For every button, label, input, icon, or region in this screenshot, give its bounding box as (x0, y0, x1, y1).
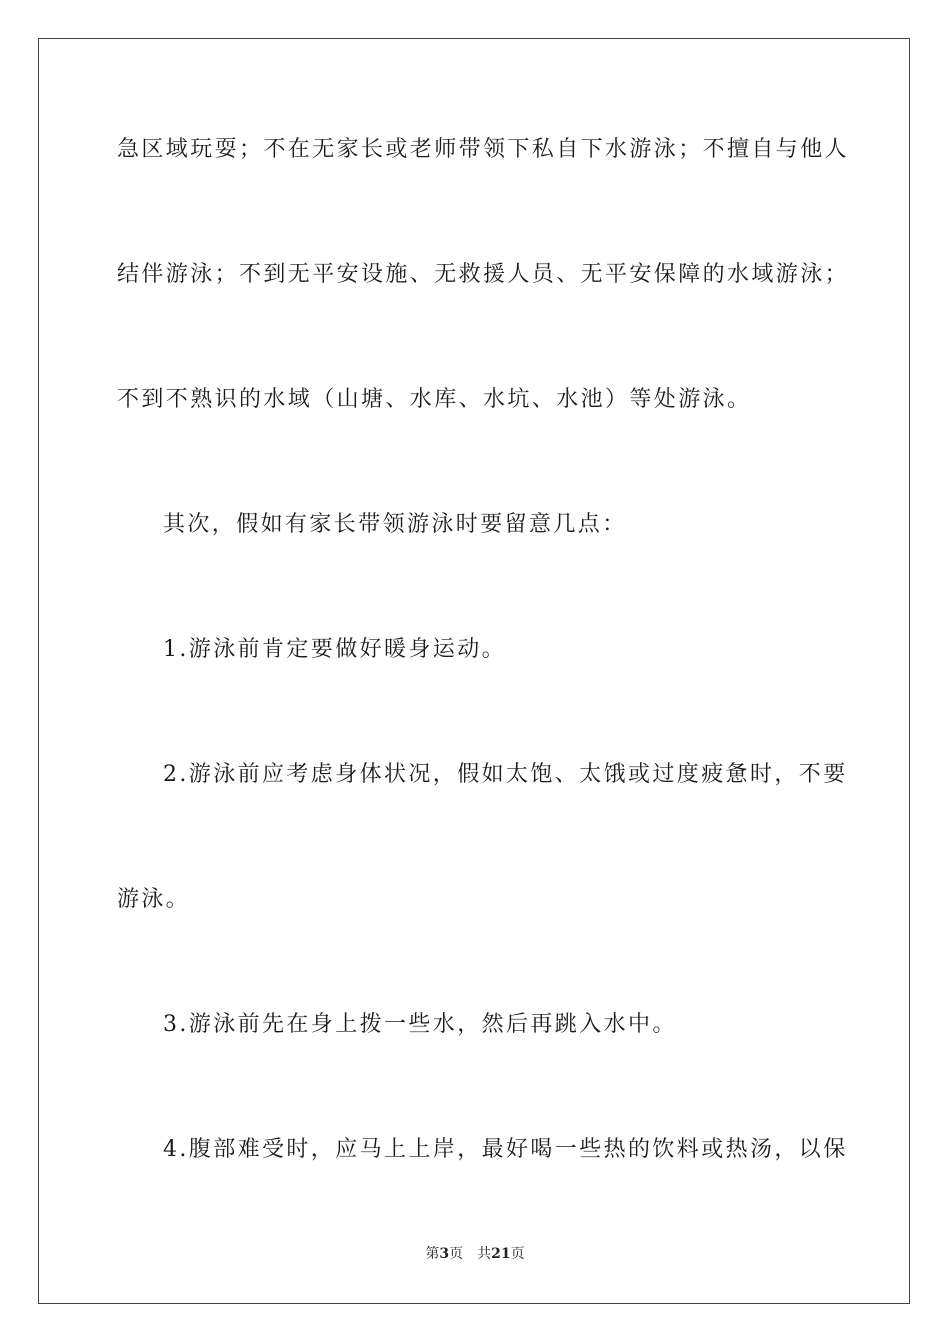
text-line-3: 不到不熟识的水域（山塘、水库、水坑、水池）等处游泳。 (117, 387, 752, 412)
list-item-1: 1.游泳前肯定要做好暖身运动。 (163, 637, 506, 662)
list-item-2-continuation: 游泳。 (117, 887, 191, 912)
list-item-3: 3.游泳前先在身上拨一些水，然后再跳入水中。 (163, 1012, 677, 1037)
footer-page-current: 3 (439, 1246, 450, 1262)
page-border (38, 38, 910, 1304)
footer-total-prefix: 共 (477, 1246, 492, 1262)
page-footer (0, 1244, 950, 1264)
footer-page-suffix: 页 (449, 1246, 464, 1262)
text-line-2: 结伴游泳；不到无平安设施、无救援人员、无平安保障的水域游泳； (117, 262, 850, 287)
list-item-2: 2.游泳前应考虑身体状况，假如太饱、太饿或过度疲惫时，不要 (163, 762, 848, 787)
footer-page-prefix: 第 (425, 1246, 440, 1262)
paragraph-intro: 其次，假如有家长带领游泳时要留意几点： (163, 512, 627, 537)
list-item-4: 4.腹部难受时，应马上上岸，最好喝一些热的饮料或热汤，以保 (163, 1137, 848, 1162)
footer-total-pages: 21 (491, 1246, 511, 1262)
text-line-1: 急区域玩耍；不在无家长或老师带领下私自下水游泳；不擅自与他人 (117, 137, 850, 162)
footer-total-suffix: 页 (510, 1246, 525, 1262)
